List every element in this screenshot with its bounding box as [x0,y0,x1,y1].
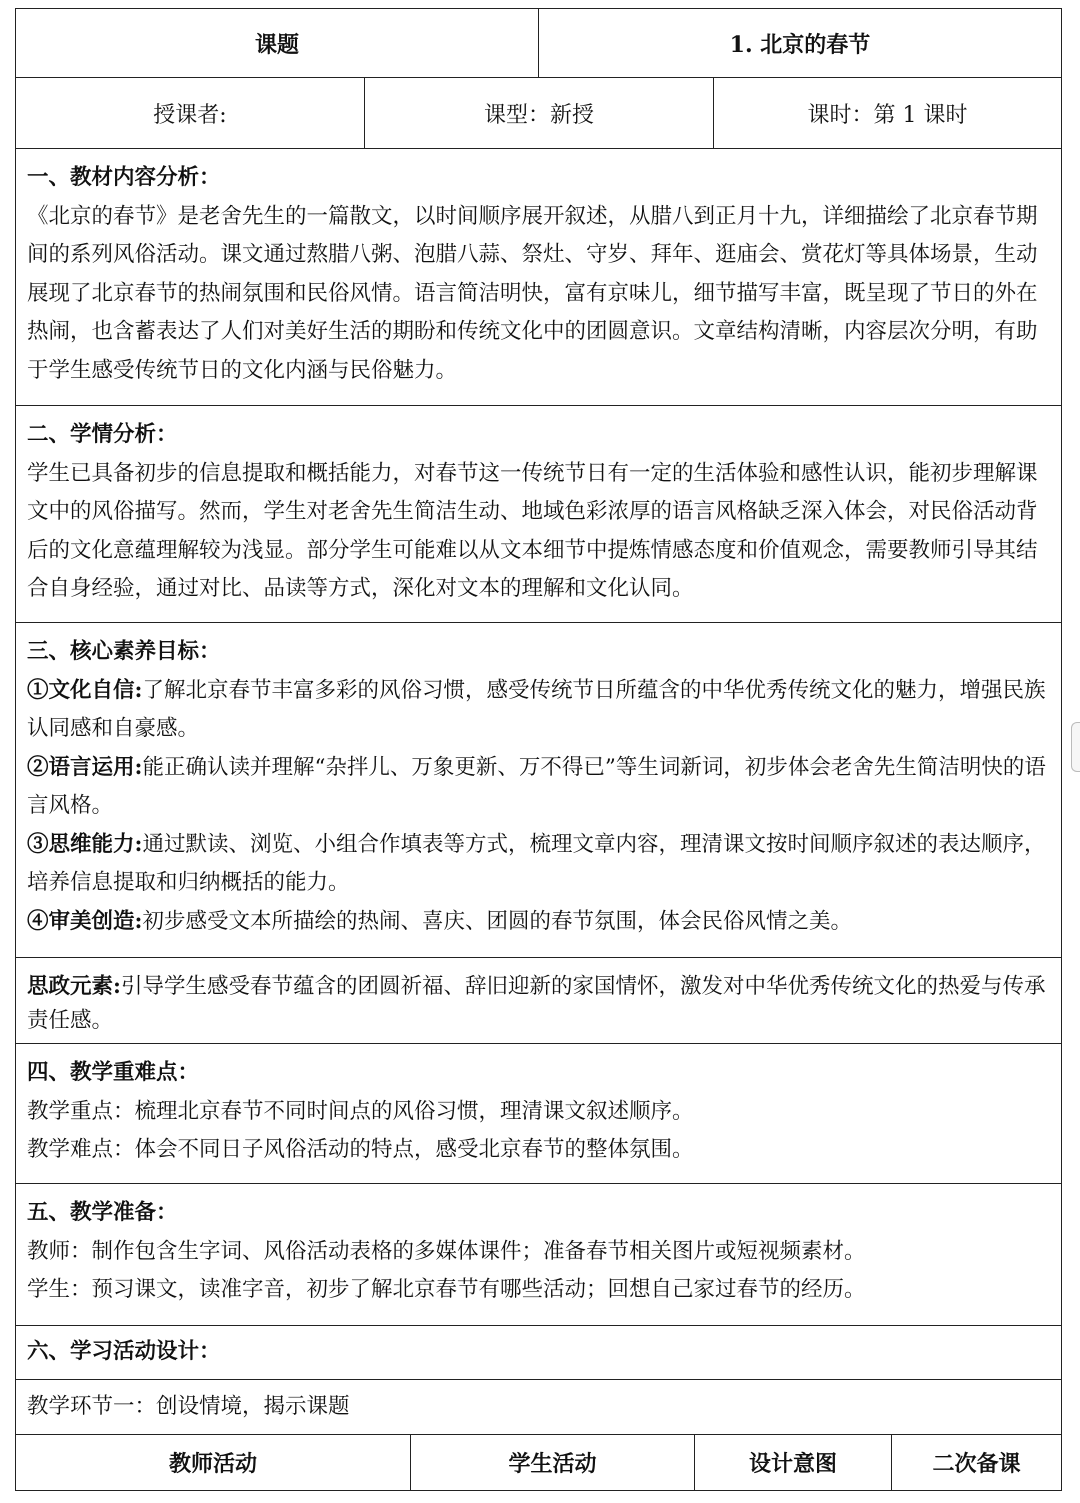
activities-heading-section [15,1325,1062,1379]
ideology-section [15,957,1062,1043]
teacher-preparation: 教师：制作包含生字词、风俗活动表格的多媒体课件；准备春节相关图片或短视频素材。 [27,1238,866,1264]
ideology-body: 引导学生感受春节蕴含的团圆祈福、辞旧迎新的家国情怀，激发对中华优秀传统文化的热爱与传承责任感。 [27,974,1046,1033]
lesson-plan-table [15,8,1062,1491]
material-heading: 一、教材内容分析： [27,165,221,190]
ideology-label: 思政元素: [27,974,121,999]
column-teacher-activity: 教师活动 [16,1435,411,1490]
goal-item [27,672,1051,749]
goal-label: ①文化自信: [27,677,143,703]
core-goals-section [15,622,1062,957]
activity-step-1: 教学环节一：创设情境，揭示课题 [27,1394,350,1419]
topic-label: 课题 [16,9,539,77]
side-scroll-handle[interactable] [1071,722,1080,772]
difficult-point-text: 教学难点：体会不同日子风俗活动的特点，感受北京春节的整体氛围。 [27,1137,694,1162]
goal-text: 初步感受文本所描绘的热闹、喜庆、团圆的春节氛围，体会民俗风情之美。 [142,908,852,934]
goal-label: ②语言运用: [27,754,143,780]
goal-text: 了解北京春节丰富多彩的风俗习惯，感受传统节日所蕴含的中华优秀传统文化的魅力，增强民族认同感和自豪感。 [27,677,1046,741]
activity-step-section [15,1379,1062,1434]
students-body: 学生已具备初步的信息提取和概括能力，对春节这一传统节日有一定的生活体验和感性认识，能初步理解课文中的风俗描写。然而，学生对老舍先生简洁生动、地域色彩浓厚的语言风格缺乏深入体会，对民俗活动背后的文化意蕴理解较为浅显。部分学生可能难以从文本细节中提炼情感态度和价值观念，需要教师引导其结合自身经验，通过对比、品读等方式，深化对文本的理解和文化认同。 [27,460,1038,601]
column-second-preparation: 二次备课 [932,1451,1021,1477]
student-analysis-section [15,405,1062,622]
preparation-heading: 五、教学准备： [27,1200,178,1225]
goal-text: 能正确认读并理解“杂拌儿、万象更新、万不得已”等生词新词，初步体会老舍先生简洁明快的语言风格。 [27,754,1046,818]
key-point-text: 教学重点：梳理北京春节不同时间点的风俗习惯，理清课文叙述顺序。 [27,1098,694,1124]
activity-table-header [15,1434,1062,1491]
goal-item [27,903,1051,942]
material-analysis-section [15,148,1062,405]
topic-value: 1. 北京的春节 [729,31,871,58]
student-preparation: 学生：预习课文，读准字音，初步了解北京春节有哪些活动；回想自己家过春节的经历。 [27,1277,866,1302]
ideology-text [27,970,1051,1038]
goal-label: ③思维能力: [27,831,143,857]
key-points-heading: 四、教学重难点： [27,1060,200,1085]
goal-label: ④审美创造: [27,908,143,934]
preparation-section [15,1183,1062,1325]
key-points-section [15,1043,1062,1183]
goal-text: 通过默读、浏览、小组合作填表等方式，梳理文章内容，理清课文按时间顺序叙述的表达顺序，培养信息提取和归纳概括的能力。 [27,831,1046,895]
lesson-type: 课型：新授 [365,78,714,148]
goals-heading: 三、核心素养目标： [27,639,221,664]
goal-item [27,749,1051,826]
material-body: 《北京的春节》是老舍先生的一篇散文，以时间顺序展开叙述，从腊八到正月十九，详细描绘了北京春节期间的系列风俗活动。课文通过熬腊八粥、泡腊八蒜、祭灶、守岁、拜年、逛庙会、赏花灯等具体场景，生动展现了北京春节的热闹氛围和民俗风情。语言简洁明快，富有京味儿，细节描写丰富，既呈现了节日的外在热闹，也含蓄表达了人们对美好生活的期盼和传统文化中的团圆意识。文章结构清晰，内容层次分明，有助于学生感受传统节日的文化内涵与民俗魅力。 [27,203,1038,383]
info-row [15,77,1062,148]
teacher-label: 授课者: [16,78,365,148]
column-student-activity: 学生活动 [411,1435,695,1490]
goal-item [27,826,1051,903]
activities-heading: 六、学习活动设计： [27,1339,221,1364]
students-heading: 二、学情分析： [27,422,178,447]
lesson-period: 课时：第 1 课时 [807,102,968,128]
topic-row [15,8,1062,77]
column-design-intent: 设计意图 [695,1435,892,1490]
